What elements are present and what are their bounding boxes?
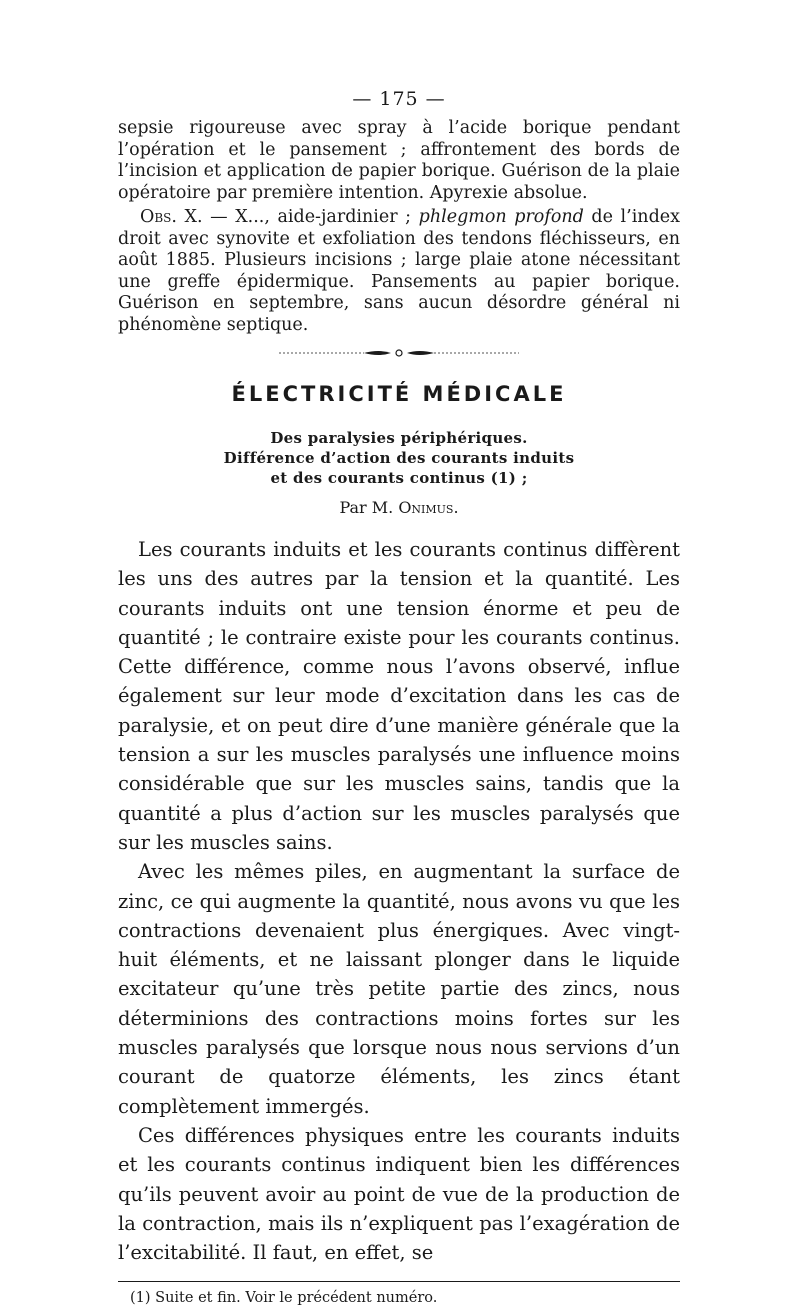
article-subtitle-line-1: Des paralysies périphériques. bbox=[270, 429, 528, 447]
observation-diagnosis: phlegmon profond bbox=[418, 207, 584, 227]
author-name: Onimus. bbox=[398, 498, 459, 517]
section-title: ÉLECTRICITÉ MÉDICALE bbox=[231, 382, 567, 406]
body-paragraph-1: Les courants induits et les courants continus diffèrent les uns des autres par la tension et la quantité. Les courants induits ont une tension énorme et peu de quantité ; le contraire existe pour les courants continus. Cette différence, comme nous l’avons observé, influe également sur leur mode d’excitation dans les cas de paralysie, et on peut dire d’une manière générale que la tension a sur les muscles paralysés une influence moins considérable que sur les muscles sains, tandis que la quantité a plus d’action sur les muscles paralysés que sur les muscles sains. bbox=[118, 538, 680, 854]
author-prefix: Par M. bbox=[339, 498, 399, 517]
page-number: — 175 — bbox=[352, 88, 446, 110]
observation-label: Obs. X. bbox=[140, 207, 203, 227]
divider-ornament-icon bbox=[279, 348, 519, 358]
intro-paragraph: sepsie rigoureuse avec spray à l’acide borique pendant l’opération et le pansement ; affrontement des bords de l’incision et application de papier borique. Guérison de la plaie opératoire par première intention. Apyrexie absolue. bbox=[118, 118, 680, 203]
footnote: (1) Suite et fin. Voir le précédent numéro. bbox=[130, 1290, 438, 1306]
body-paragraph-3: Ces différences physiques entre les courants induits et les courants continus indiquent bien les différences qu’ils peuvent avoir au point de vue de la production de la contraction, mais ils n’expliquent pas l’exagération de l’excitabilité. Il faut, en effet, se bbox=[118, 1123, 680, 1265]
ornamental-divider bbox=[118, 348, 680, 358]
article-subtitle-line-2: Différence d’action des courants induits bbox=[223, 449, 575, 467]
body-paragraph-2: Avec les mêmes piles, en augmentant la surface de zinc, ce qui augmente la quantité, nous avons vu que les contractions devenaient plus énergiques. Avec vingt-huit éléments, et ne laissant plonger dans le liquide excitateur qu’une très petite partie des zincs, nous déterminions des contractions moins fortes sur les muscles paralysés que lorsque nous nous servions d’un courant de quatorze éléments, les zincs étant complètement immergés. bbox=[118, 860, 680, 1118]
article-subtitle-line-3: et des courants continus (1) ; bbox=[270, 469, 528, 487]
observation-subject: — X..., aide-jardinier ; bbox=[202, 207, 419, 227]
article-author bbox=[118, 498, 680, 517]
observation-text: de l’index droit avec synovite et exfoliation des tendons fléchisseurs, en août 1885. Plusieurs incisions ; large plaie atone nécessitant une greffe épidermique. Pansements au papier borique. Guérison en septembre, sans aucun désordre général ni phénomène septique. bbox=[118, 207, 681, 335]
footnote-divider bbox=[118, 1281, 680, 1282]
observation-paragraph bbox=[118, 207, 680, 336]
document-page bbox=[118, 88, 680, 1306]
